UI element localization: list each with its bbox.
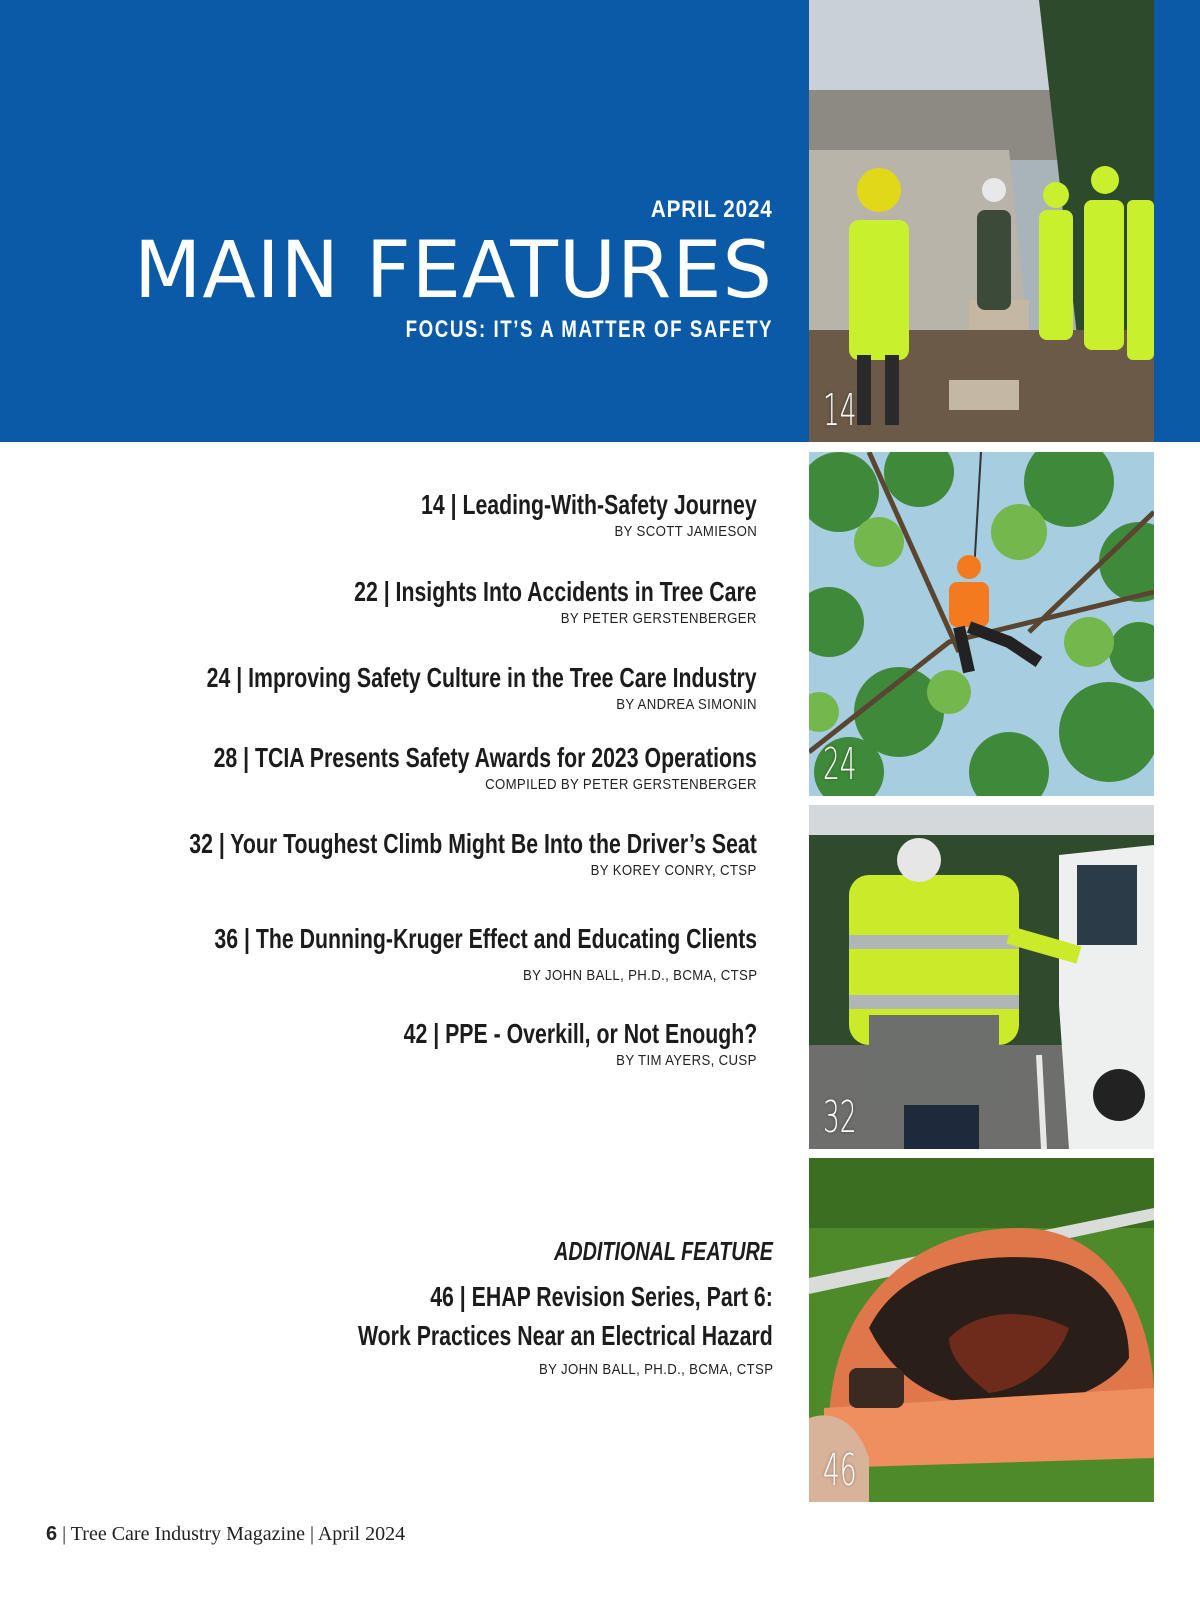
additional-feature-title-line2[interactable]: Work Practices Near an Electrical Hazard <box>358 1320 773 1351</box>
crew-photo-illustration <box>809 0 1154 442</box>
page-footer <box>46 1523 405 1546</box>
toc-entry[interactable] <box>0 827 757 881</box>
toc-entry-title[interactable]: 28 | TCIA Presents Safety Awards for 2023 Operations <box>213 742 757 773</box>
photo-crew <box>809 0 1154 442</box>
hardhat-photo-illustration <box>809 1158 1154 1502</box>
climber-photo-illustration <box>809 452 1154 796</box>
toc-entry-title[interactable]: 36 | The Dunning-Kruger Effect and Educating Clients <box>214 923 757 954</box>
page-number: 6 <box>46 1523 58 1545</box>
toc-entry-byline: BY ANDREA SIMONIN <box>616 696 757 713</box>
toc-entry-byline: BY SCOTT JAMIESON <box>614 523 757 540</box>
toc-entry[interactable] <box>0 922 757 986</box>
photo-hardhat <box>809 1158 1154 1502</box>
toc-entry-byline: COMPILED BY PETER GERSTENBERGER <box>485 776 757 793</box>
toc-entry[interactable] <box>0 488 757 542</box>
toc-entry[interactable] <box>0 661 757 715</box>
photo-truck <box>809 805 1154 1149</box>
toc-entry-title[interactable]: 42 | PPE - Overkill, or Not Enough? <box>403 1018 757 1049</box>
truck-photo-illustration <box>809 805 1154 1149</box>
additional-feature-label: ADDITIONAL FEATURE <box>554 1236 773 1266</box>
toc-entry[interactable] <box>0 575 757 629</box>
photo-page-number: 46 <box>823 1445 857 1496</box>
toc-entry-title[interactable]: 32 | Your Toughest Climb Might Be Into the Driver’s Seat <box>189 828 757 859</box>
photo-page-number: 32 <box>823 1092 857 1143</box>
toc-entry-title[interactable]: 14 | Leading-With-Safety Journey <box>421 489 757 520</box>
additional-feature-entry[interactable] <box>13 1278 773 1380</box>
page-title: MAIN FEATURES <box>134 226 773 316</box>
toc-entry-title[interactable]: 22 | Insights Into Accidents in Tree Care <box>354 576 757 607</box>
issue-date: APRIL 2024 <box>651 196 773 223</box>
toc-entry[interactable] <box>0 1017 757 1071</box>
additional-feature-title-line1[interactable]: 46 | EHAP Revision Series, Part 6: <box>430 1281 773 1312</box>
additional-feature-byline: BY JOHN BALL, PH.D., BCMA, CTSP <box>538 1361 773 1378</box>
photo-page-number: 14 <box>823 385 857 436</box>
footer-text: | Tree Care Industry Magazine | April 2024 <box>57 1523 406 1545</box>
toc-entry-byline: BY PETER GERSTENBERGER <box>560 610 757 627</box>
toc-entry-byline: BY TIM AYERS, CUSP <box>616 1052 757 1069</box>
photo-page-number: 24 <box>823 739 857 790</box>
photo-climber <box>809 452 1154 796</box>
focus-subtitle: FOCUS: IT’S A MATTER OF SAFETY <box>405 316 773 343</box>
toc-entry-title[interactable]: 24 | Improving Safety Culture in the Tree Care Industry <box>207 662 757 693</box>
toc-entry-byline: BY KOREY CONRY, CTSP <box>591 862 757 879</box>
toc-entry-byline: BY JOHN BALL, PH.D., BCMA, CTSP <box>522 967 757 984</box>
toc-entry[interactable] <box>0 741 757 795</box>
